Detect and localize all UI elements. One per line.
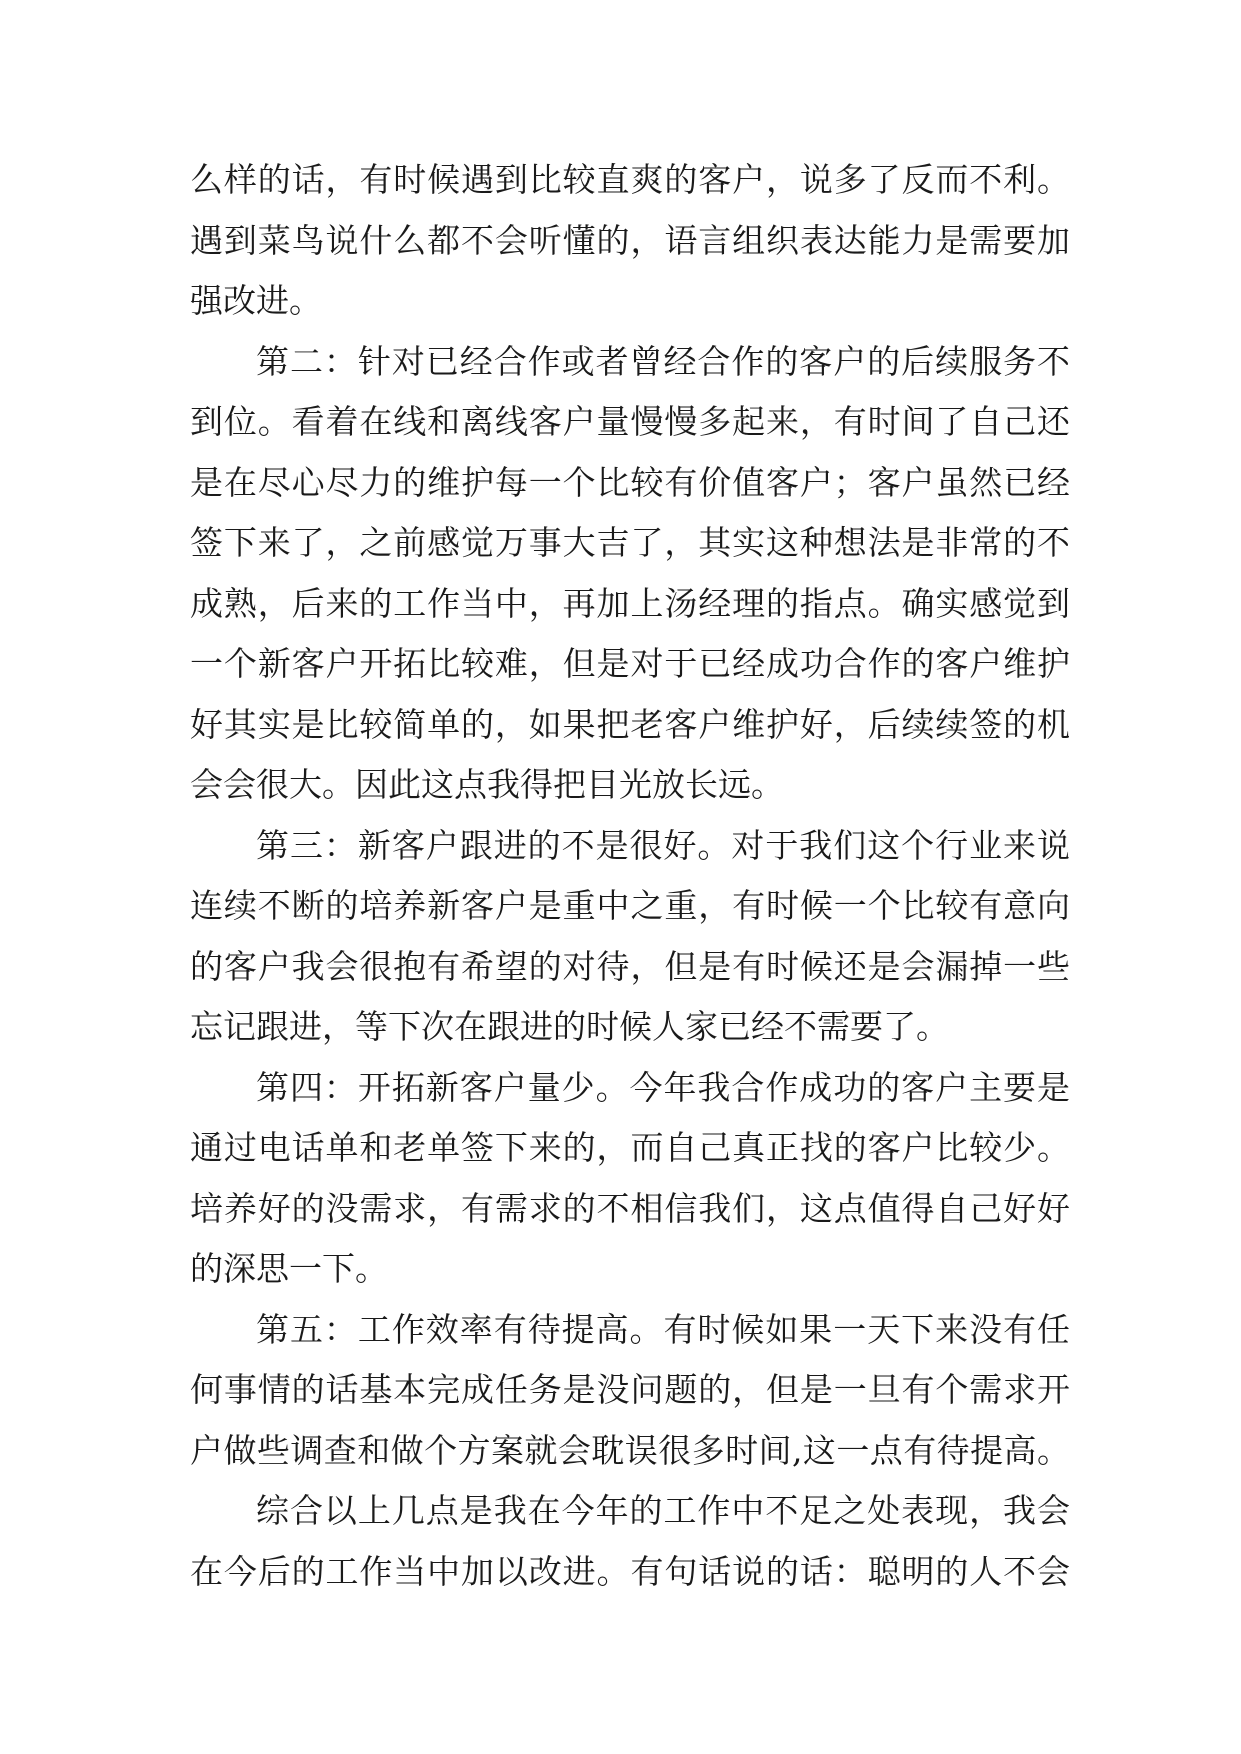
paragraph-5 [190,1300,1070,1482]
text-line: 会会很大。因此这点我得把目光放长远。 [190,765,784,804]
paragraph-3 [190,816,1070,1058]
text-line: 遇到菜鸟说什么都不会听懂的，语言组织表达能力是需要加 [190,220,1070,260]
text-line: 的深思一下。 [190,1249,388,1288]
text-line: 第四：开拓新客户量少。今年我合作成功的客户主要是 [256,1067,1070,1107]
paragraph-4 [190,1058,1070,1300]
text-line: 好其实是比较简单的，如果把老客户维护好，后续续签的机 [190,704,1070,744]
text-line: 培养好的没需求，有需求的不相信我们，这点值得自己好好 [190,1188,1070,1228]
text-line: 忘记跟进，等下次在跟进的时候人家已经不需要了。 [190,1007,949,1046]
text-line: 到位。看着在线和离线客户量慢慢多起来，有时间了自己还 [190,402,1070,441]
text-line: 第三：新客户跟进的不是很好。对于我们这个行业来说 [256,825,1070,865]
text-line: 的客户我会很抱有希望的对待，但是有时候还是会漏掉一些 [190,946,1070,986]
text-line: 么样的话，有时候遇到比较直爽的客户，说多了反而不利。 [190,160,1070,199]
text-line: 一个新客户开拓比较难，但是对于已经成功合作的客户维护 [190,644,1070,683]
document-body [190,150,1070,1602]
text-line: 第五：工作效率有待提高。有时候如果一天下来没有任 [256,1309,1070,1349]
text-line: 何事情的话基本完成任务是没问题的，但是一旦有个需求开 [190,1370,1070,1409]
text-line: 成熟，后来的工作当中，再加上汤经理的指点。确实感觉到 [190,583,1070,623]
paragraph-6 [190,1481,1070,1602]
text-line: 强改进。 [190,281,322,320]
text-line: 户做些调查和做个方案就会耽误很多时间,这一点有待提高。 [190,1430,1070,1470]
text-line: 在今后的工作当中加以改进。有句话说的话：聪明的人不会 [190,1551,1070,1591]
paragraph-2 [190,332,1070,816]
text-line: 是在尽心尽力的维护每一个比较有价值客户；客户虽然已经 [190,462,1070,502]
text-line: 通过电话单和老单签下来的，而自己真正找的客户比较少。 [190,1128,1070,1167]
paragraph-1 [190,150,1070,332]
text-line: 连续不断的培养新客户是重中之重，有时候一个比较有意向 [190,886,1070,925]
text-line: 第二：针对已经合作或者曾经合作的客户的后续服务不 [256,341,1070,381]
text-line: 签下来了，之前感觉万事大吉了，其实这种想法是非常的不 [190,523,1070,562]
text-line: 综合以上几点是我在今年的工作中不足之处表现，我会 [256,1491,1070,1530]
